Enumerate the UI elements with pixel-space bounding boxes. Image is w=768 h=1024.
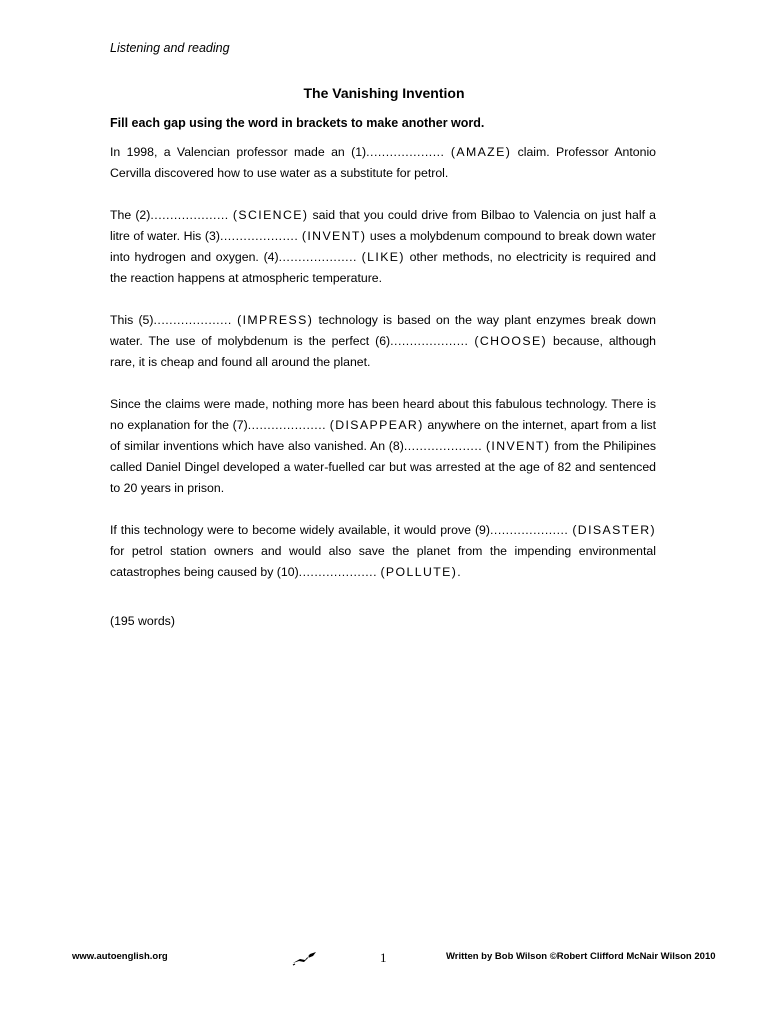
text-segment: for petrol station owners and would also save the planet from the impending environmental catastrophes being caused by (10)	[110, 544, 656, 579]
text-segment: If this technology were to become widely available, it would prove (9)	[110, 523, 490, 537]
text-segment: The (2)	[110, 208, 151, 222]
root-word-8: (INVENT)	[485, 439, 551, 453]
paragraph-4	[110, 394, 656, 499]
gap-8: ....................	[403, 439, 483, 453]
pen-nib-icon	[292, 948, 318, 966]
text-segment: anywhere on the internet, apart from a list of similar inventions which have also vanished. An (8)	[110, 418, 657, 453]
root-word-5: (IMPRESS)	[237, 313, 314, 327]
gap-2: ....................	[150, 208, 229, 222]
text-segment: technology is based on the way plant enzymes break down water. The use of molybdenum is the perfect (6)	[110, 313, 657, 348]
instruction: Fill each gap using the word in brackets to make another word.	[110, 116, 485, 130]
root-word-10: (POLLUTE)	[380, 565, 458, 579]
gap-3: ....................	[219, 229, 299, 243]
text-segment: said that you could drive from Bilbao to Valencia on just half a litre of water. His (3)	[110, 208, 656, 243]
text-segment: In 1998, a Valencian professor made an (1)	[110, 145, 367, 159]
root-word-7: (DISAPPEAR)	[329, 418, 424, 432]
paragraph-3	[110, 310, 656, 373]
gap-6: ....................	[390, 334, 469, 348]
footer-copyright: Written by Bob Wilson ©Robert Clifford McNair Wilson 2010	[446, 951, 716, 962]
text-segment: uses a molybdenum compound to break down water into hydrogen and oxygen. (4)	[110, 229, 657, 264]
gap-1: ....................	[366, 145, 445, 159]
text-segment: Since the claims were made, nothing more has been heard about this fabulous technology. There is no explanation for the (7)	[110, 397, 656, 432]
root-word-3: (INVENT)	[301, 229, 367, 243]
gap-7: ....................	[247, 418, 327, 432]
page-number: 1	[380, 950, 387, 965]
text-segment: because, although rare, it is cheap and found all around the planet.	[110, 334, 657, 369]
root-word-6: (CHOOSE)	[474, 334, 548, 348]
text-segment: .	[457, 565, 461, 579]
text-segment: from the Philipines called Daniel Dingel developed a water-fuelled car but was arrested at the age of 82 and sentenced to 20 years in prison.	[110, 439, 656, 495]
paragraph-2	[110, 205, 656, 289]
section-label: Listening and reading	[110, 41, 230, 55]
root-word-4: (LIKE)	[361, 250, 405, 264]
footer-website: www.autoenglish.org	[72, 951, 168, 962]
paragraph-5	[110, 520, 656, 583]
gap-4: ....................	[278, 250, 357, 264]
page-title: The Vanishing Invention	[303, 85, 465, 101]
gap-10: ....................	[298, 565, 378, 579]
paragraph-1	[110, 142, 656, 184]
word-count: (195 words)	[110, 614, 175, 628]
gap-9: ....................	[489, 523, 569, 537]
article-body	[110, 142, 656, 604]
gap-5: ....................	[153, 313, 232, 327]
text-segment: other methods, no electricity is required and the reaction happens at atmospheric temperature.	[110, 250, 656, 285]
root-word-2: (SCIENCE)	[232, 208, 309, 222]
root-word-9: (DISASTER)	[572, 523, 656, 537]
text-segment: claim. Professor Antonio Cervilla discovered how to use water as a substitute for petrol.	[110, 145, 657, 180]
text-segment: This (5)	[110, 313, 154, 327]
root-word-1: (AMAZE)	[450, 145, 512, 159]
